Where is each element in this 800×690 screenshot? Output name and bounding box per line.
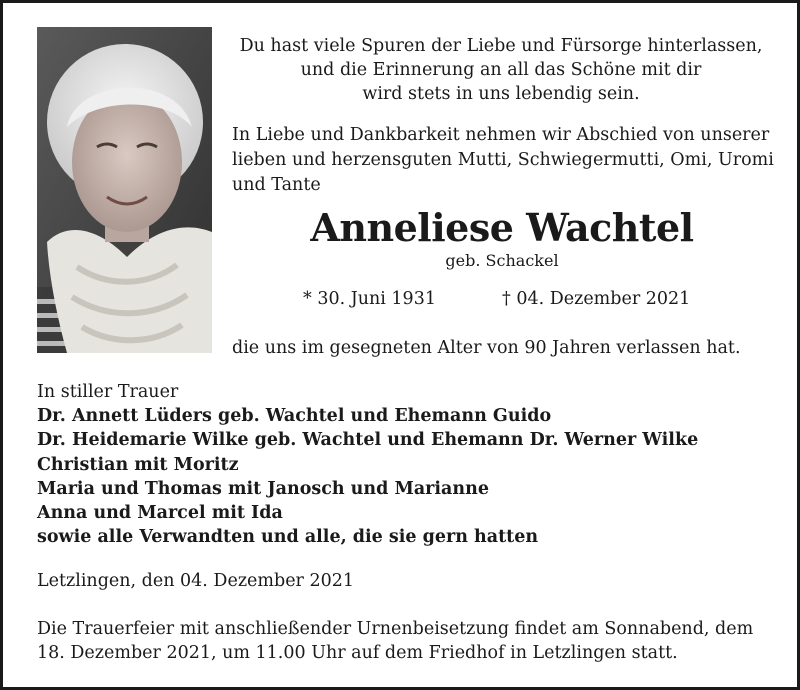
verse <box>231 34 771 106</box>
place-date: Letzlingen, den 04. Dezember 2021 <box>37 571 355 591</box>
intro-line: und Tante <box>232 175 321 195</box>
mourner-entry: Maria und Thomas mit Janosch und Marianne <box>37 478 489 499</box>
verse-line: und die Erinnerung an all das Schöne mit dir <box>300 60 702 80</box>
maiden-name: geb. Schackel <box>445 251 559 270</box>
mourner-entry: sowie alle Verwandten und alle, die sie gern hatten <box>37 527 539 548</box>
intro-line: lieben und herzensguten Mutti, Schwiegermutti, Omi, Uromi <box>232 150 774 170</box>
verse-line: wird stets in uns lebendig sein. <box>362 84 640 104</box>
funeral-line: 18. Dezember 2021, um 11.00 Uhr auf dem Friedhof in Letzlingen statt. <box>37 643 678 663</box>
death-date: † 04. Dezember 2021 <box>502 289 691 309</box>
mourners-lead: In stiller Trauer <box>37 382 179 402</box>
mourner-entry: Christian mit Moritz <box>37 454 239 475</box>
farewell-intro <box>232 123 772 198</box>
portrait-image <box>37 27 212 353</box>
mourner-entry: Anna und Marcel mit Ida <box>37 503 283 524</box>
mourner-entry: Dr. Heidemarie Wilke geb. Wachtel und Ehemann Dr. Werner Wilke <box>37 430 699 451</box>
intro-line: In Liebe und Dankbarkeit nehmen wir Abschied von unserer <box>232 125 770 145</box>
portrait-photo <box>37 27 212 353</box>
funeral-line: Die Trauerfeier mit anschließender Urnenbeisetzung findet am Sonnabend, dem <box>37 619 754 639</box>
deceased-name: Anneliese Wachtel <box>310 205 694 250</box>
mourner-entry: Dr. Annett Lüders geb. Wachtel und Ehemann Guido <box>37 406 552 427</box>
funeral-info <box>37 617 771 665</box>
birth-date: * 30. Juni 1931 <box>303 289 436 309</box>
age-line: die uns im gesegneten Alter von 90 Jahren verlassen hat. <box>232 338 741 358</box>
mourners-list <box>37 380 777 549</box>
verse-line: Du hast viele Spuren der Liebe und Fürsorge hinterlassen, <box>239 36 763 56</box>
